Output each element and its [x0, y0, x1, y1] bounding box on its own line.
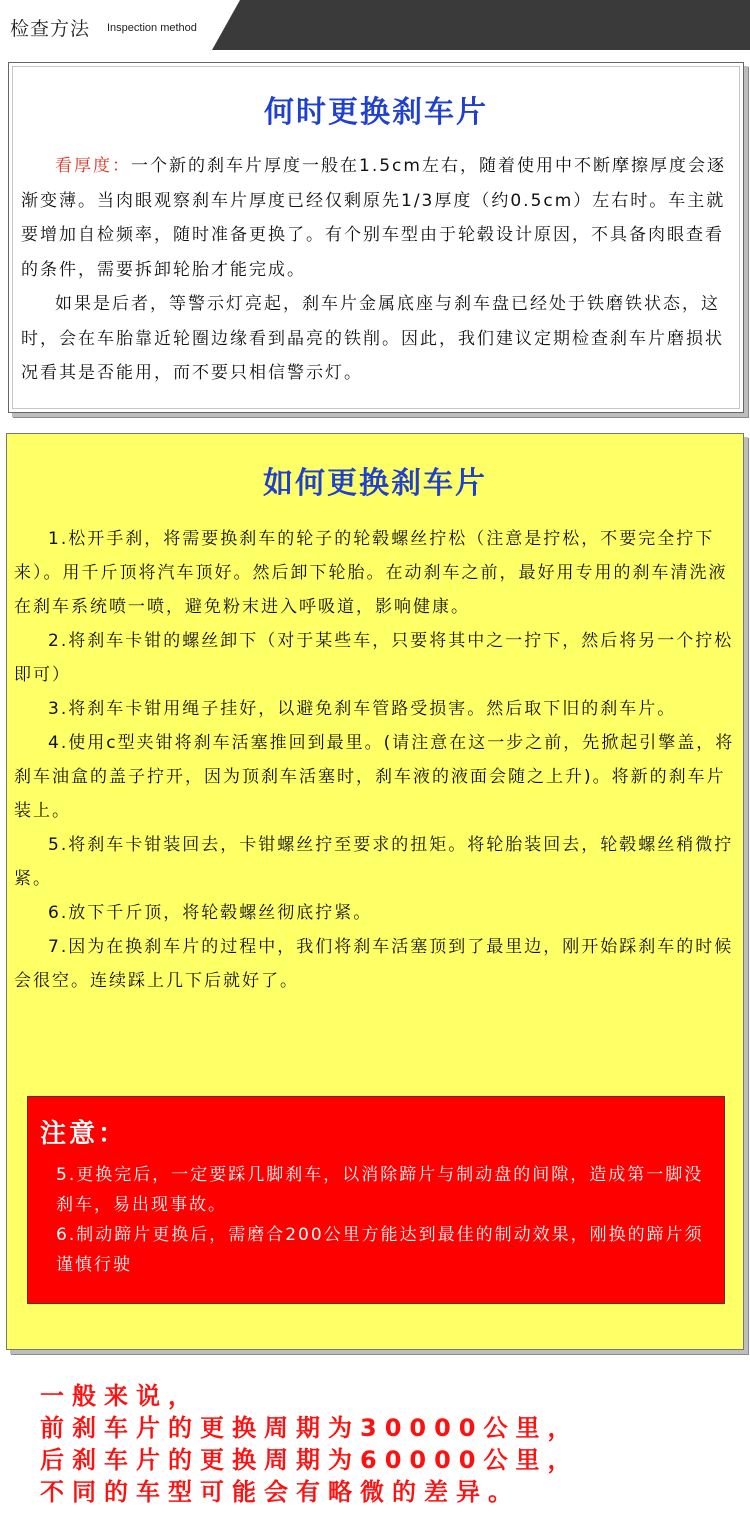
section-header: [0, 0, 750, 50]
how-to-replace-title: 如何更换刹车片: [263, 466, 487, 501]
how-to-replace-panel: [6, 433, 744, 1350]
steps-list: [14, 522, 736, 998]
notice-item: 6.制动蹄片更换后，需磨合200公里方能达到最佳的制动效果，刚换的蹄片须谨慎行驶: [56, 1225, 704, 1275]
replacement-cycle-note: [40, 1380, 730, 1508]
step-2: 2.将刹车卡钳的螺丝卸下（对于某些车，只要将其中之一拧下，然后将另一个拧松即可）: [14, 631, 734, 685]
notice-body: [56, 1160, 716, 1280]
step-7: 7.因为在换刹车片的过程中，我们将刹车活塞顶到了最里边，刚开始踩刹车的时候会很空。连续踩上几下后就好了。: [14, 937, 734, 991]
header-subtitle: Inspection method: [107, 22, 197, 34]
notice-box: [27, 1096, 725, 1304]
when-to-replace-title: 何时更换刹车片: [264, 95, 488, 130]
step-5: 5.将刹车卡钳装回去，卡钳螺丝拧至要求的扭矩。将轮胎装回去，轮毂螺丝稍微拧紧。: [14, 835, 734, 889]
step-4: 4.使用c型夹钳将刹车活塞推回到最里。(请注意在这一步之前，先掀起引擎盖，将刹车油盒的盖子拧开，因为顶刹车活塞时，刹车液的液面会随之上升)。将新的刹车片装上。: [14, 733, 735, 821]
step-3: 3.将刹车卡钳用绳子挂好，以避免刹车管路受损害。然后取下旧的刹车片。: [48, 699, 677, 719]
footer-line: 前刹车片的更换周期为30000公里，: [40, 1414, 580, 1442]
step-6: 6.放下千斤顶，将轮毂螺丝彻底拧紧。: [48, 903, 373, 923]
header-dark-band: [212, 0, 750, 50]
thickness-lead: 看厚度：: [55, 156, 131, 176]
step-1: 1.松开手刹，将需要换刹车的轮子的轮毂螺丝拧松（注意是拧松，不要完全拧下来）。用千斤顶将汽车顶好。然后卸下轮胎。在动刹车之前，最好用专用的刹车清洗液在刹车系统喷一喷，避免粉末进入呼吸道，影响健康。: [14, 529, 728, 617]
thickness-paragraph: [21, 149, 741, 287]
warning-light-paragraph: 如果是后者，等警示灯亮起，刹车片金属底座与刹车盘已经处于铁磨铁状态，这时，会在车胎靠近轮圈边缘看到晶亮的铁削。因此，我们建议定期检查刹车片磨损状况看其是否能用，而不要只相信警示灯。: [21, 294, 724, 383]
thickness-text: 一个新的刹车片厚度一般在1.5cm左右，随着使用中不断摩擦厚度会逐渐变薄。当肉眼观察刹车片厚度已经仅剩原先1/3厚度（约0.5cm）左右时。车主就要增加自检频率，随时准备更换了。有个别车型由于轮毂设计原因，不具备肉眼查看的条件，需要拆卸轮胎才能完成。: [21, 156, 726, 280]
when-to-replace-panel: [8, 62, 744, 413]
footer-line: 一般来说，: [40, 1382, 200, 1410]
header-title: 检查方法: [10, 18, 91, 40]
notice-title: 注意：: [40, 1119, 128, 1149]
footer-line: 不同的车型可能会有略微的差异。: [40, 1478, 520, 1506]
notice-item: 5.更换完后，一定要踩几脚刹车，以消除蹄片与制动盘的间隙，造成第一脚没刹车，易出现事故。: [56, 1165, 704, 1215]
footer-line: 后刹车片的更换周期为60000公里，: [40, 1446, 580, 1474]
